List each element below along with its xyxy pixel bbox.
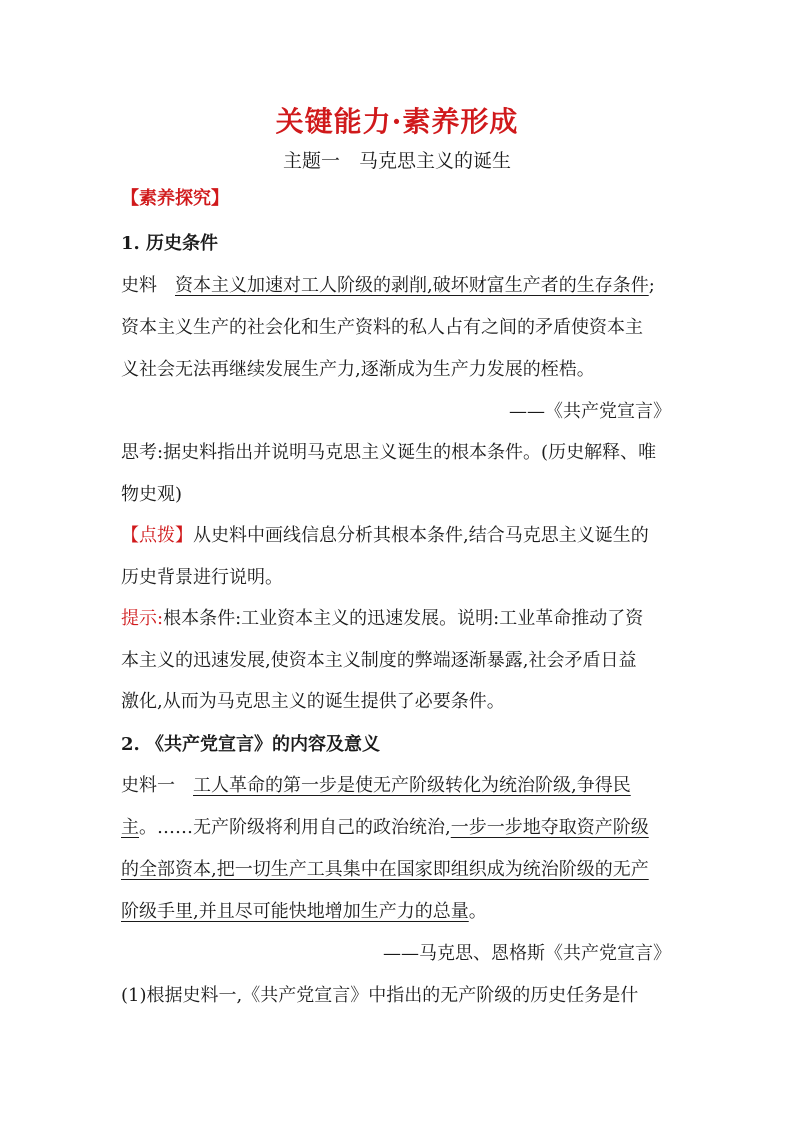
part1-heading: 1. 历史条件: [121, 233, 219, 254]
page-title: 关键能力·素养形成: [275, 105, 519, 138]
part2-material-line4: 阶级手里,并且尽可能快地增加生产力的总量。: [121, 901, 487, 922]
part2-material-line2: 主。……无产阶级将利用自己的政治统治,一步一步地夺取资产阶级: [121, 817, 649, 838]
part1-source: ——《共产党宣言》: [509, 401, 671, 422]
part2-material-line3: 的全部资本,把一切生产工具集中在国家即组织成为统治阶级的无产: [121, 859, 649, 880]
part1-answer-line3: 激化,从而为马克思主义的诞生提供了必要条件。: [121, 691, 505, 712]
section-tag: 【素养探究】: [121, 188, 229, 209]
part2-material-line1: 史料一 工人革命的第一步是使无产阶级转化为统治阶级,争得民: [121, 775, 631, 796]
part1-hint-line1: 【点拨】从史料中画线信息分析其根本条件,结合马克思主义诞生的: [121, 525, 649, 546]
material-label: 史料: [121, 275, 157, 296]
part2-heading: 2. 《共产党宣言》的内容及意义: [121, 734, 381, 755]
part2-source: ——马克思、恩格斯《共产党宣言》: [383, 943, 671, 964]
material-label: 史料一: [121, 775, 175, 796]
part1-material-line1: 史料 资本主义加速对工人阶级的剥削,破坏财富生产者的生存条件;: [121, 275, 655, 296]
answer-tag: 提示:: [121, 608, 164, 629]
part1-hint-line2: 历史背景进行说明。: [121, 567, 283, 588]
part1-answer-line1: 提示:根本条件:工业资本主义的迅速发展。说明:工业革命推动了资: [121, 608, 644, 629]
part1-answer-line2: 本主义的迅速发展,使资本主义制度的弊端逐渐暴露,社会矛盾日益: [121, 650, 637, 671]
hint-tag: 【点拨】: [121, 525, 193, 546]
part1-material-line3: 义社会无法再继续发展生产力,逐渐成为生产力发展的桎梏。: [121, 359, 595, 380]
material-underlined-text: 资本主义加速对工人阶级的剥削,破坏财富生产者的生存条件: [175, 275, 649, 296]
part1-question-line2: 物史观): [121, 484, 183, 505]
part2-question-line1: (1)根据史料一,《共产党宣言》中指出的无产阶级的历史任务是什: [121, 985, 639, 1006]
part1-material-line2: 资本主义生产的社会化和生产资料的私人占有之间的矛盾使资本主: [121, 317, 643, 338]
part1-question-line1: 思考:据史料指出并说明马克思主义诞生的根本条件。(历史解释、唯: [121, 442, 657, 463]
topic-subtitle: 主题一 马克思主义的诞生: [282, 150, 511, 172]
